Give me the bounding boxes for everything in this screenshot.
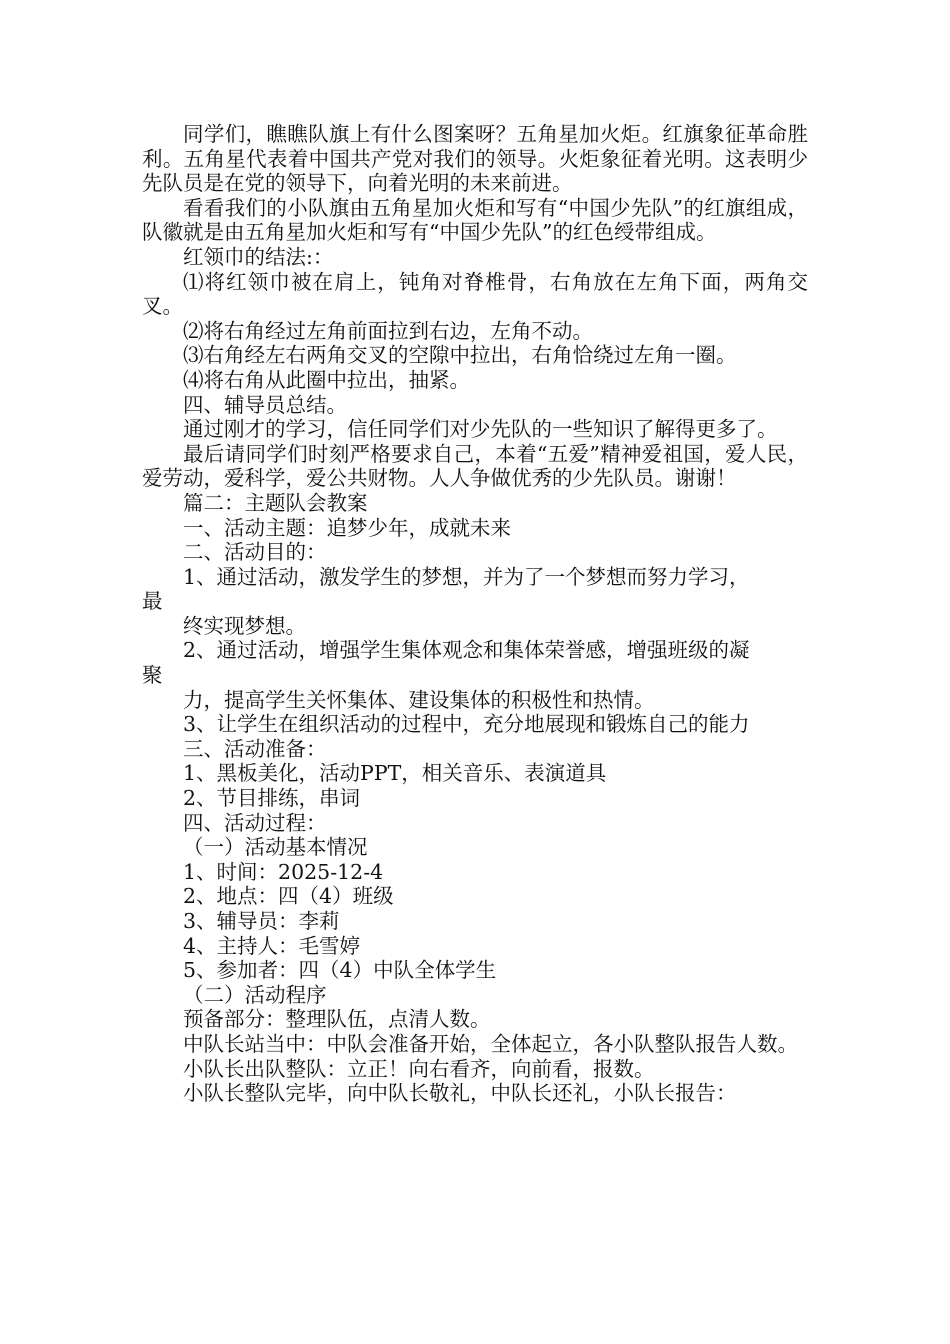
paragraph-fragment: 聚 <box>142 663 163 688</box>
paragraph: 小队长出队整队：立正！向右看齐，向前看，报数。 <box>183 1056 655 1081</box>
list-item: 1、时间：2025-12-4 <box>183 859 384 884</box>
subsection-heading: （一）活动基本情况 <box>183 835 368 860</box>
subsection-heading: （二）活动程序 <box>183 982 327 1007</box>
paragraph: 中队长站当中：中队会准备开始，全体起立，各小队整队报告人数。 <box>183 1031 798 1056</box>
paragraph: ⑵将右角经过左角前面拉到右边，左角不动。 <box>183 318 593 343</box>
list-item: 1、通过活动，激发学生的梦想，并为了一个梦想而努力学习， <box>183 564 750 589</box>
document-body <box>142 122 808 1106</box>
section-heading: 四、辅导员总结。 <box>183 392 347 417</box>
paragraph: 红领巾的结法:： <box>183 244 334 269</box>
paragraph-fragment: 终实现梦想。 <box>183 613 306 638</box>
paragraph-fragment: 力，提高学生关怀集体、建设集体的积极性和热情。 <box>183 687 655 712</box>
section-heading: 三、活动准备： <box>183 736 327 761</box>
paragraph: 最后请同学们时刻严格要求自己，本着“五爱”精神爱祖国，爱人民，爱劳动，爱科学，爱公共财物。人人争做优秀的少先队员。谢谢！ <box>142 441 808 491</box>
chapter-heading: 篇二：主题队会教案 <box>183 490 368 515</box>
section-heading: 二、活动目的： <box>183 540 327 565</box>
paragraph: 通过刚才的学习，信任同学们对少先队的一些知识了解得更多了。 <box>183 417 778 442</box>
list-item: 2、地点：四（4）班级 <box>183 884 394 909</box>
paragraph: 预备部分：整理队伍，点清人数。 <box>183 1007 491 1032</box>
section-heading: 四、活动过程： <box>183 810 327 835</box>
paragraph: ⑶右角经左右两角交叉的空隙中拉出，右角恰绕过左角一圈。 <box>183 343 737 368</box>
list-item: 3、让学生在组织活动的过程中，充分地展现和锻炼自己的能力 <box>183 712 750 737</box>
list-item: 5、参加者：四（4）中队全体学生 <box>183 958 497 983</box>
paragraph: ⑴将红领巾被在肩上，钝角对脊椎骨，右角放在左角下面，两角交叉。 <box>142 269 808 319</box>
list-item: 2、通过活动，增强学生集体观念和集体荣誉感，增强班级的凝 <box>183 638 750 663</box>
paragraph: 看看我们的小队旗由五角星加火炬和写有“中国少先队”的红旗组成，队徽就是由五角星加火炬和写有“中国少先队”的红色绶带组成。 <box>142 195 808 245</box>
paragraph: ⑷将右角从此圈中拉出，抽紧。 <box>183 367 470 392</box>
list-item: 4、主持人：毛雪婷 <box>183 933 361 958</box>
paragraph-fragment: 最 <box>142 589 163 614</box>
paragraph: 同学们，瞧瞧队旗上有什么图案呀？五角星加火炬。红旗象征革命胜利。五角星代表着中国共产党对我们的领导。火炬象征着光明。这表明少先队员是在党的领导下，向着光明的未来前进。 <box>142 122 808 196</box>
paragraph: 小队长整队完毕，向中队长敬礼，中队长还礼，小队长报告： <box>183 1081 737 1106</box>
section-heading: 一、活动主题：追梦少年，成就未来 <box>183 515 511 540</box>
list-item: 1、黑板美化，活动PPT，相关音乐、表演道具 <box>183 761 607 786</box>
list-item: 2、节目排练，串词 <box>183 786 361 811</box>
list-item: 3、辅导员：李莉 <box>183 909 340 933</box>
